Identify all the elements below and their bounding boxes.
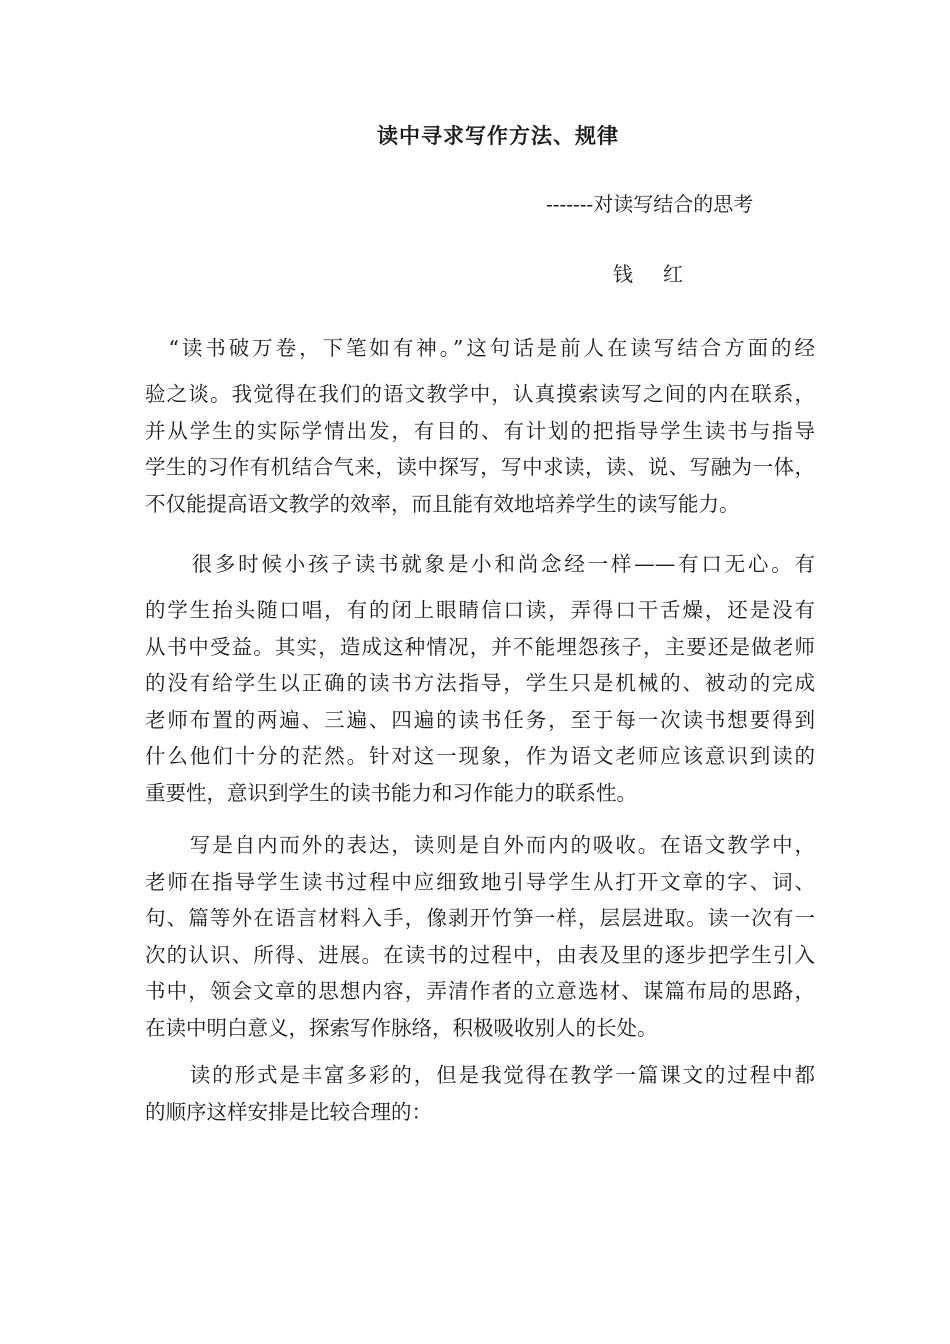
- paragraph-line: 老师布置的两遍、三遍、四遍的读书任务，至于每一次读书想要得到: [145, 707, 815, 732]
- paragraph-line: 书中，领会文章的思想内容，弄清作者的立意选材、谋篇布局的思路，: [145, 979, 815, 1003]
- paragraph-line: 的学生抬头随口唱，有的闭上眼睛信口读，弄得口干舌燥，还是没有: [145, 598, 815, 622]
- paragraph-line: 验之谈。我觉得在我们的语文教学中，认真摸索读写之间的内在联系，: [145, 382, 815, 406]
- paragraph-4: [145, 1057, 815, 1130]
- paragraph-line: 读的形式是丰富多彩的，但是我觉得在教学一篇课文的过程中都: [145, 1063, 815, 1087]
- paragraph-line: 并从学生的实际学情出发，有目的、有计划的把指导学生读书与指导: [145, 418, 815, 443]
- page-title: 读中寻求写作方法、规律: [377, 123, 619, 148]
- paragraph-line: 的顺序这样安排是比较合理的：: [145, 1099, 432, 1124]
- paragraph-line: “读书破万卷，下笔如有神。”这句话是前人在读写结合方面的经: [145, 336, 815, 360]
- paragraph-line: 写是自内而外的表达，读则是自外而内的吸收。在语文教学中，: [145, 833, 815, 857]
- paragraph-line: 从书中受益。其实，造成这种情况，并不能埋怨孩子，主要还是做老师: [145, 634, 815, 659]
- author-surname: 钱: [613, 262, 633, 286]
- paragraph-line: 学生的习作有机结合气来，读中探写，写中求读，读、说、写融为一体，: [145, 455, 815, 479]
- paragraph-line: 什么他们十分的茫然。针对这一现象，作为语文老师应该意识到读的: [145, 744, 815, 768]
- paragraph-line: 不仅能提高语文教学的效率，而且能有效地培养学生的读写能力。: [145, 491, 740, 516]
- paragraph-line: 句、篇等外在语言材料入手，像剥开竹笋一样，层层进取。读一次有一: [145, 906, 815, 930]
- paragraph-2: [145, 546, 815, 811]
- paragraph-1: [145, 330, 815, 522]
- paragraph-line: 次的认识、所得、进展。在读书的过程中，由表及里的逐步把学生引入: [145, 942, 815, 967]
- subtitle: -------对读写结合的思考: [546, 192, 754, 216]
- paragraph-line: 的没有给学生以正确的读书方法指导，学生只是机械的、被动的完成: [145, 671, 815, 695]
- paragraph-line: 老师在指导学生读书过程中应细致地引导学生从打开文章的字、词、: [145, 869, 815, 894]
- author-name: [613, 258, 683, 290]
- paragraph-line: 很多时候小孩子读书就象是小和尚念经一样——有口无心。有: [145, 552, 815, 576]
- author-given-name: 红: [663, 262, 683, 286]
- paragraph-3: [145, 827, 815, 1046]
- paragraph-line: 重要性，意识到学生的读书能力和习作能力的联系性。: [145, 780, 637, 805]
- paragraph-line: 在读中明白意义，探索写作脉络，积极吸收别人的长处。: [145, 1015, 658, 1040]
